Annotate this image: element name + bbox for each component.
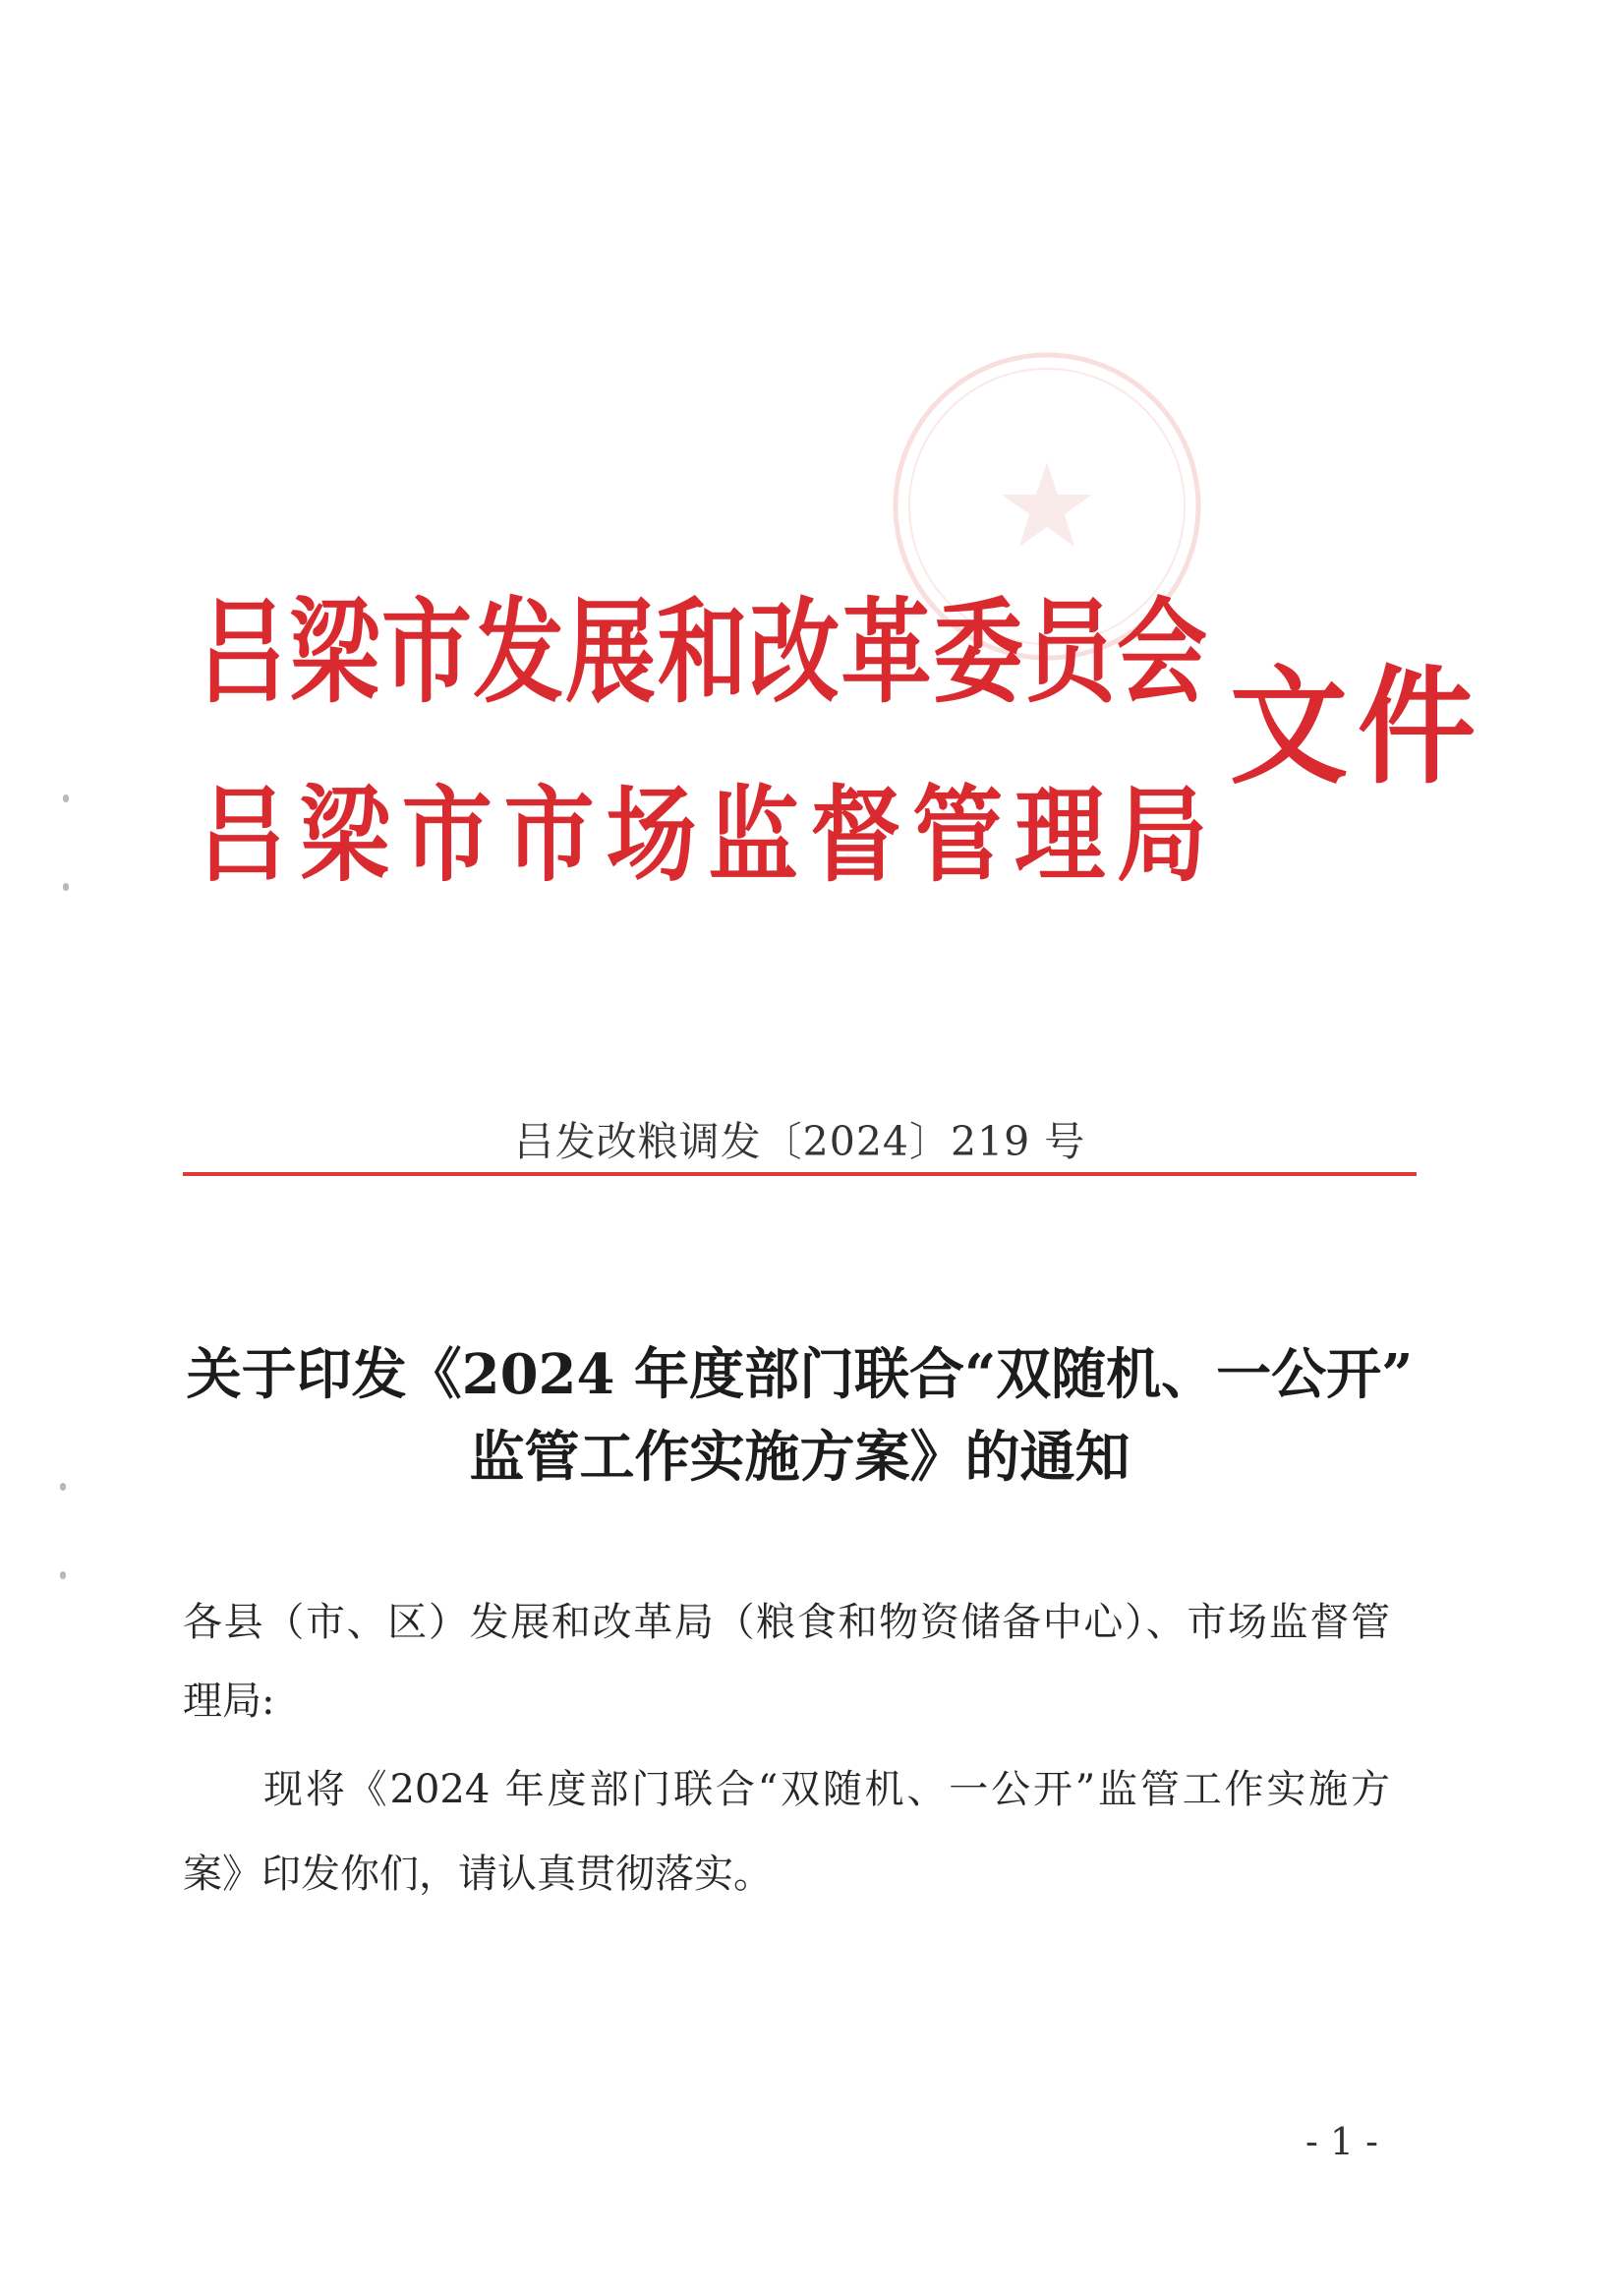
- masthead-agency-line-1: 吕梁市发展和改革委员会: [198, 585, 1207, 719]
- red-divider: [183, 1172, 1417, 1176]
- masthead-agency-line-2: 吕梁市市场监督管理局: [198, 773, 1207, 897]
- page-number: - 1 -: [1304, 2120, 1378, 2163]
- body-paragraph-line-2: 案》印发你们，请认真贯彻落实。: [183, 1852, 773, 1897]
- masthead-suffix: 文件: [1230, 652, 1476, 802]
- document-title-line-1: 关于印发《2024 年度部门联合“双随机、一公开”: [186, 1342, 1414, 1407]
- salutation-line-1: 各县（市、区）发展和改革局（粮食和物资储备中心）、市场监督管: [183, 1600, 1390, 1645]
- scan-mark: [63, 883, 69, 891]
- document-title-line-2: 监管工作实施方案》的通知: [469, 1425, 1130, 1490]
- scan-mark: [63, 795, 69, 802]
- salutation-line-2: 理局:: [183, 1678, 275, 1724]
- scan-mark: [60, 1483, 66, 1491]
- scan-mark: [60, 1571, 66, 1579]
- body-paragraph-line-1: 现将《2024 年度部门联合“双随机、一公开”监管工作实施方: [263, 1767, 1390, 1812]
- document-number: 吕发改粮调发〔2024〕219 号: [513, 1118, 1086, 1165]
